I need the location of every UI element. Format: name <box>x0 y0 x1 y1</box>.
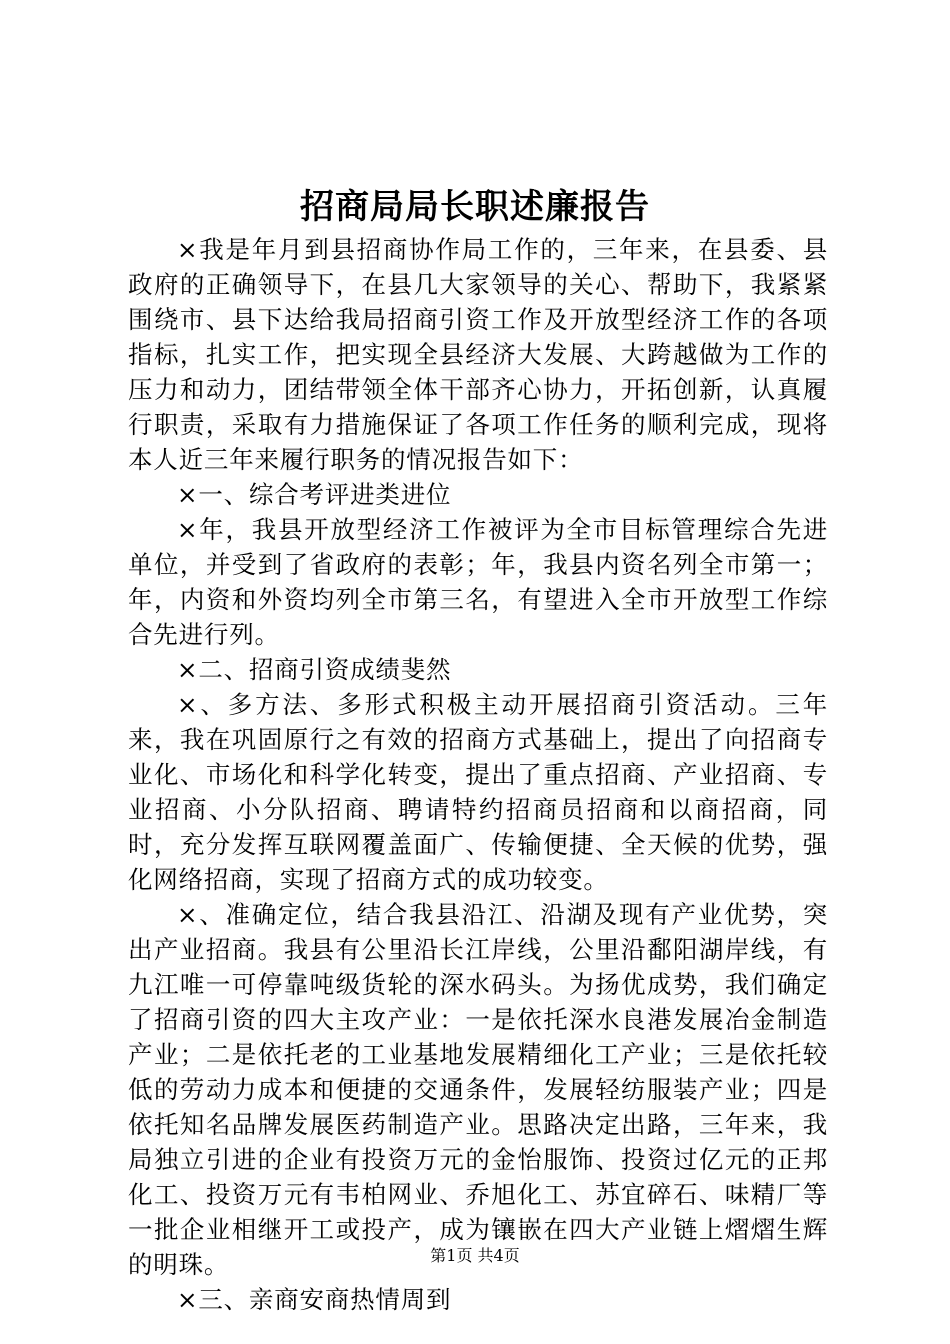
intro-paragraph: ×我是年月到县招商协作局工作的，三年来，在县委、县政府的正确领导下，在县几大家领导的关心、帮助下，我紧紧围绕市、县下达给我局招商引资工作及开放型经济工作的各项指标，扎实工作，把实现全县经济大发展、大跨越做为工作的压力和动力，团结带领全体干部齐心协力，开拓创新，认真履行职责，采取有力措施保证了各项工作任务的顺利完成，现将本人近三年来履行职务的情况报告如下： <box>128 235 828 474</box>
document-body <box>128 232 828 1317</box>
section-1-paragraph: ×年，我县开放型经济工作被评为全市目标管理综合先进单位，并受到了省政府的表彰；年，我县内资名列全市第一；年，内资和外资均列全市第三名，有望进入全市开放型工作综合先进行列。 <box>128 515 828 649</box>
section-heading-3: ×三、亲商安商热情周到 <box>177 1285 452 1314</box>
section-2-paragraph-1: ×、多方法、多形式积极主动开展招商引资活动。三年来，我在巩固原行之有效的招商方式基础上，提出了向招商专业化、市场化和科学化转变，提出了重点招商、产业招商、专业招商、小分队招商、聘请特约招商员招商和以商招商，同时，充分发挥互联网覆盖面广、传输便捷、全天候的优势，强化网络招商，实现了招商方式的成功较变。 <box>128 690 828 894</box>
document-title: 招商局局长职述廉报告 <box>300 187 650 227</box>
page-number-footer: 第1页 共4页 <box>430 1246 520 1265</box>
section-heading-1: ×一、综合考评进类进位 <box>177 480 452 509</box>
section-heading-2: ×二、招商引资成绩斐然 <box>177 655 452 684</box>
section-2-paragraph-2: ×、准确定位，结合我县沿江、沿湖及现有产业优势，突出产业招商。我县有公里沿长江岸线，公里沿鄱阳湖岸线，有九江唯一可停靠吨级货轮的深水码头。为扬优成势，我们确定了招商引资的四大主攻产业：一是依托深水良港发展冶金制造产业；二是依托老的工业基地发展精细化工产业；三是依托较低的劳动力成本和便捷的交通条件，发展轻纺服装产业；四是依托知名品牌发展医药制造产业。思路决定出路，三年来，我局独立引进的企业有投资万元的金怡服饰、投资过亿元的正邦化工、投资万元有韦柏网业、乔旭化工、苏宜碎石、味精厂等一批企业相继开工或投产，成为镶嵌在四大产业链上熠熠生辉的明珠。 <box>128 900 828 1279</box>
